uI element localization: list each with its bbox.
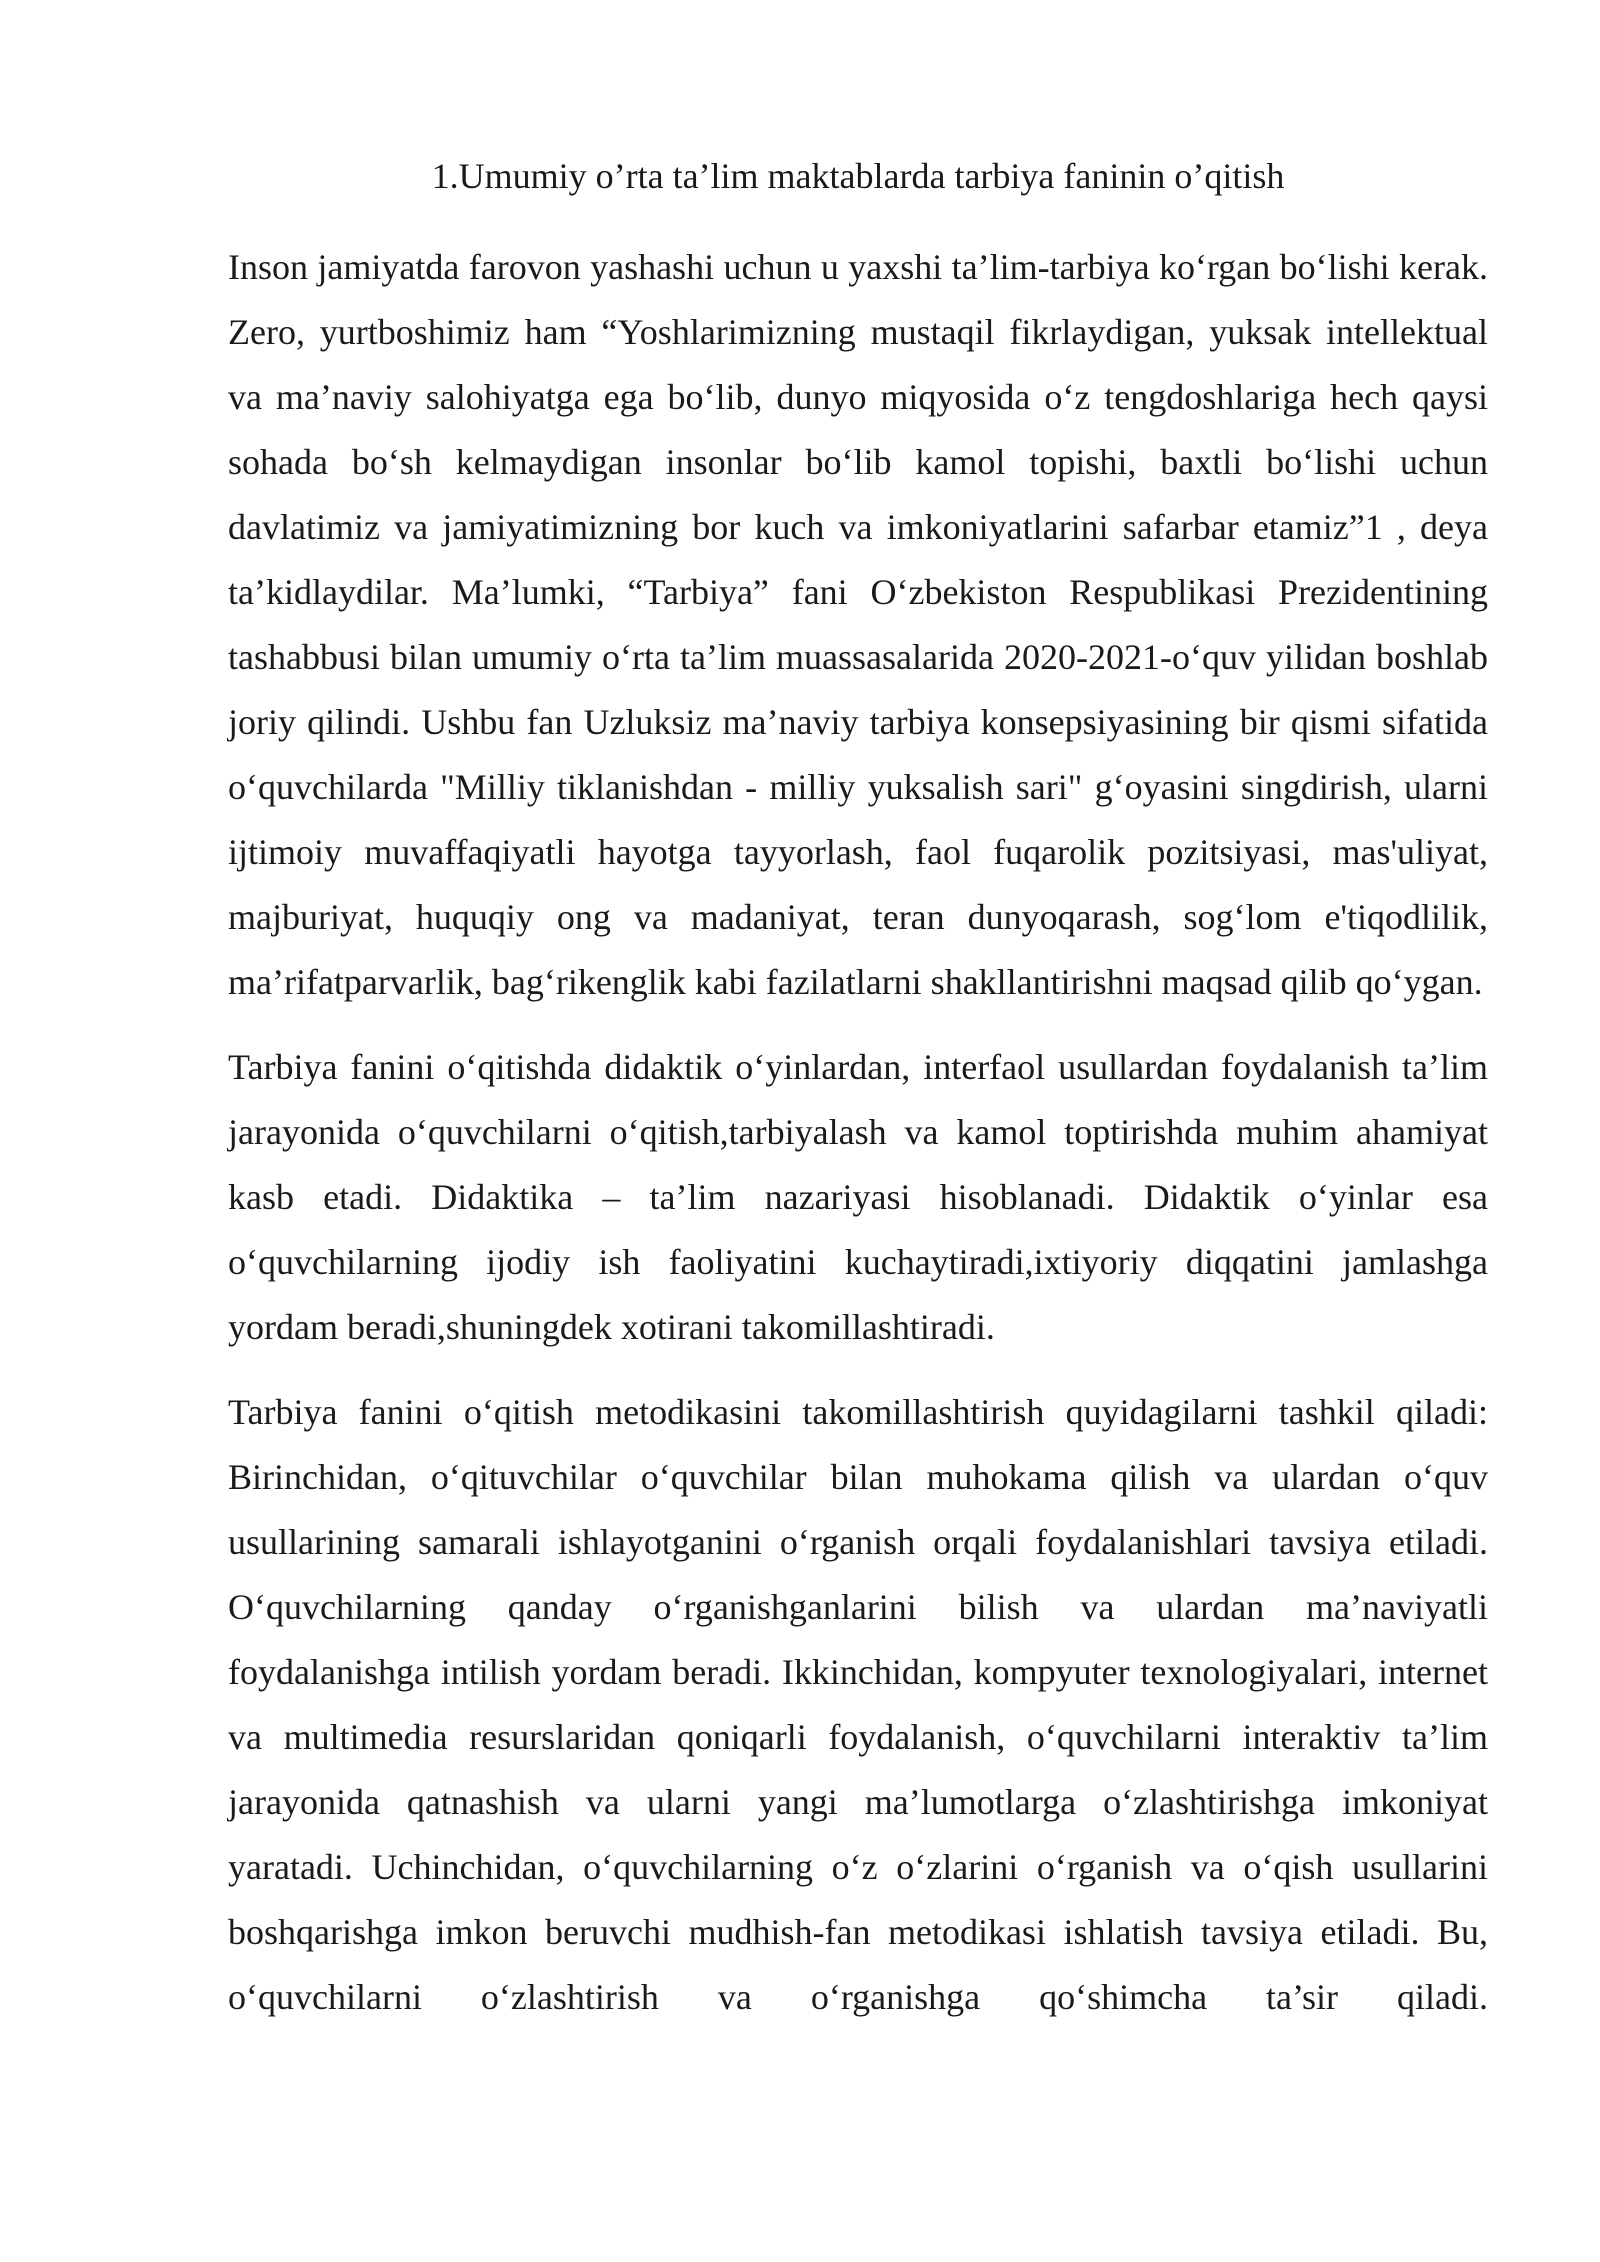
paragraph-2: Tarbiya fanini o‘qitishda didaktik o‘yinlardan, interfaol usullardan foydalanish ta’lim jarayonida o‘quvchilarni o‘qitish,tarbiyalash va kamol toptirishda muhim ahamiyat kasb etadi. Didaktika – ta’lim nazariyasi hisoblanadi. Didaktik o‘yinlar esa o‘quvchilarning ijodiy ish faoliyatini kuchaytiradi,ixtiyoriy diqqatini jamlashga yordam beradi,shuningdek xotirani takomillashtiradi.	[228, 1047, 1488, 1347]
document-title: 1.Umumiy o’rta ta’lim maktablarda tarbiya faninin o’qitish	[431, 156, 1285, 196]
document-body	[228, 235, 1488, 2030]
paragraph-1: Inson jamiyatda farovon yashashi uchun u yaxshi ta’lim-tarbiya ko‘rgan bo‘lishi kerak. Zero, yurtboshimiz ham “Yoshlarimizning mustaqil fikrlaydigan, yuksak intellektual va ma’naviy salohiyatga ega bo‘lib, dunyo miqyosida o‘z tengdoshlariga hech qaysi sohada bo‘sh kelmaydigan insonlar bo‘lib kamol topishi, baxtli bo‘lishi uchun davlatimiz va jamiyatimizning bor kuch va imkoniyatlarini safarbar etamiz”1 , deya ta’kidlaydilar. Ma’lumki, “Tarbiya” fani O‘zbekiston Respublikasi Prezidentining tashabbusi bilan umumiy o‘rta ta’lim muassasalarida 2020-2021-o‘quv yilidan boshlab joriy qilindi. Ushbu fan Uzluksiz ma’naviy tarbiya konsepsiyasining bir qismi sifatida o‘quvchilarda "Milliy tiklanishdan - milliy yuksalish sari" g‘oyasini singdirish, ularni ijtimoiy muvaffaqiyatli hayotga tayyorlash, faol fuqarolik pozitsiyasi, mas'uliyat, majburiyat, huquqiy ong va madaniyat, teran dunyoqarash, sog‘lom e'tiqodlilik, ma’rifatparvarlik, bag‘rikenglik kabi fazilatlarni shakllantirishni maqsad qilib qo‘ygan.	[228, 247, 1488, 1002]
paragraph-3: Tarbiya fanini o‘qitish metodikasini takomillashtirish quyidagilarni tashkil qiladi: Birinchidan, o‘qituvchilar o‘quvchilar bilan muhokama qilish va ulardan o‘quv usullarining samarali ishlayotganini o‘rganish orqali foydalanishlari tavsiya etiladi. O‘quvchilarning qanday o‘rganishganlarini bilish va ulardan ma’naviyatli foydalanishga intilish yordam beradi. Ikkinchidan, kompyuter texnologiyalari, internet va multimedia resurslaridan qoniqarli foydalanish, o‘quvchilarni interaktiv ta’lim jarayonida qatnashish va ularni yangi ma’lumotlarga o‘zlashtirishga imkoniyat yaratadi. Uchinchidan, o‘quvchilarning o‘z o‘zlarini o‘rganish va o‘qish usullarini boshqarishga imkon beruvchi mudhish-fan metodikasi ishlatish tavsiya etiladi. Bu, o‘quvchilarni o‘zlashtirish va o‘rganishga qo‘shimcha ta’sir qiladi.	[228, 1392, 1488, 2017]
